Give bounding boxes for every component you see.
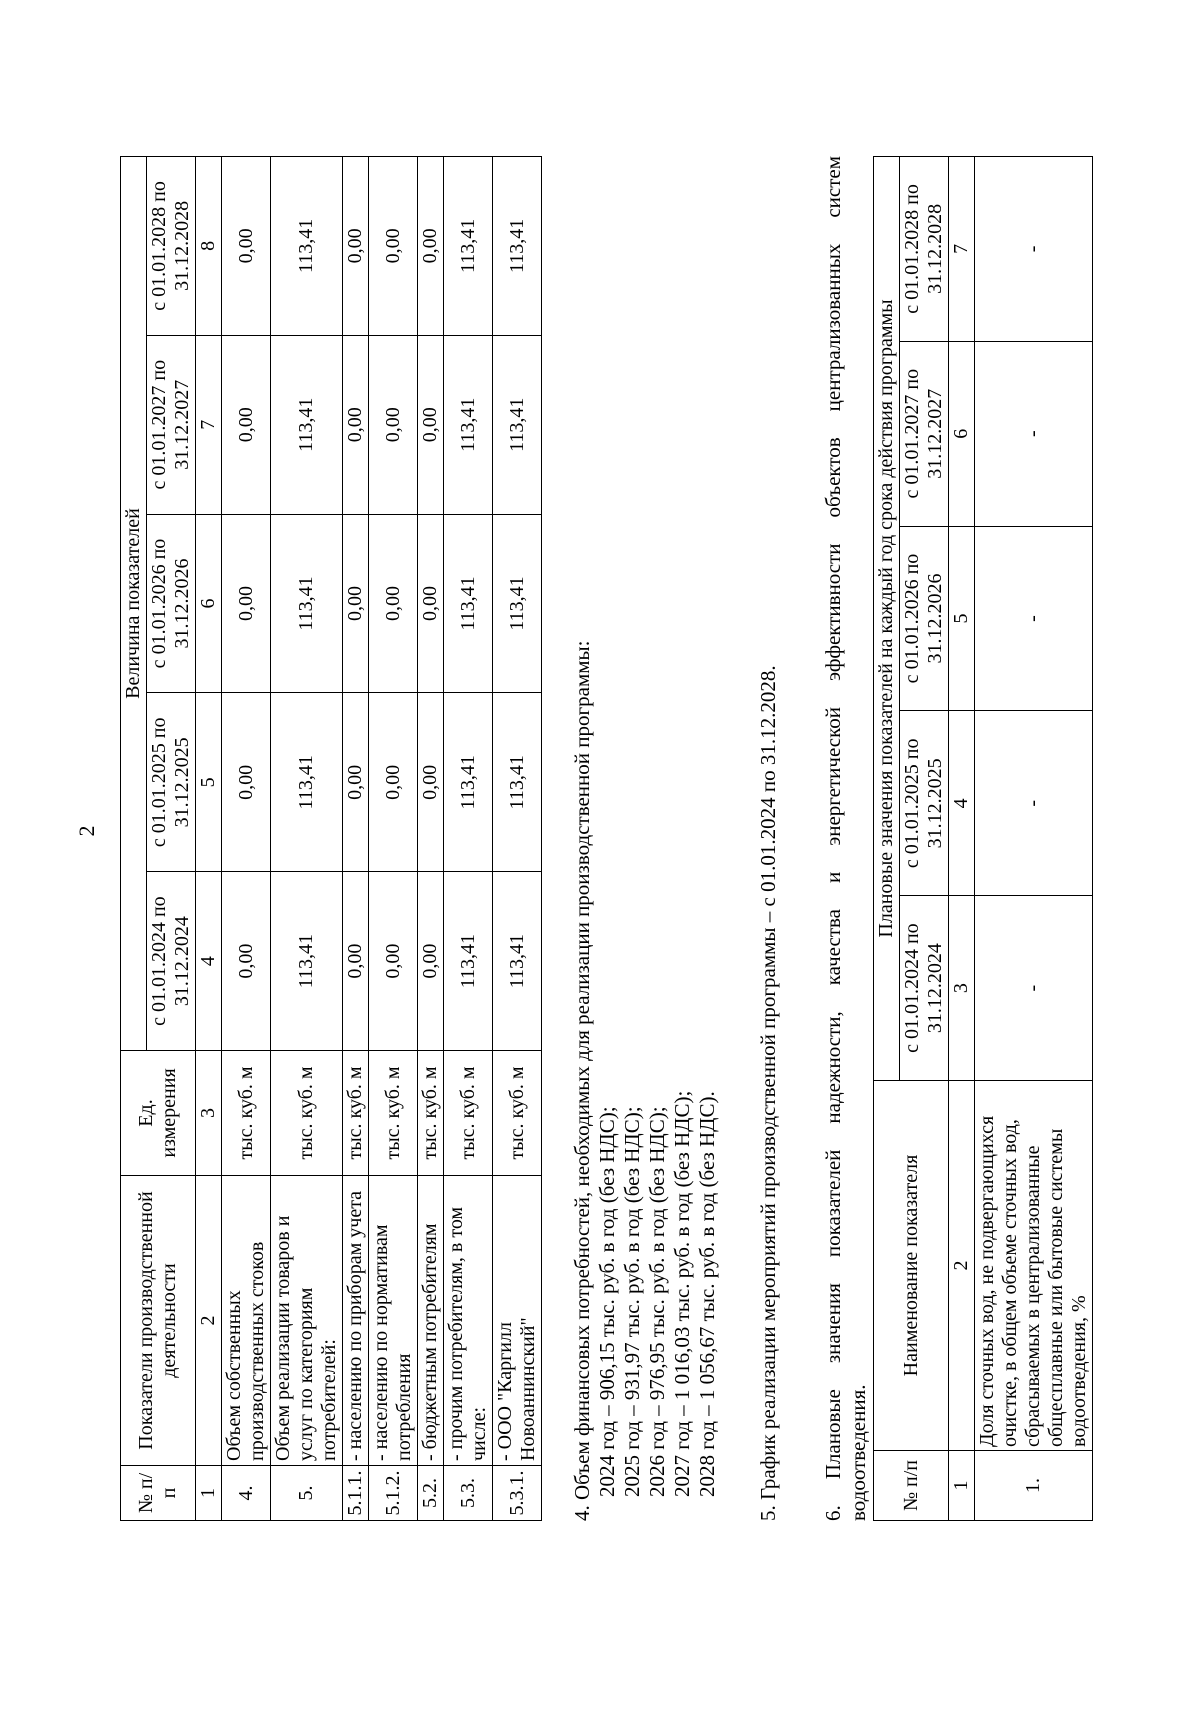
row-unit: тыс. куб. м (343, 1051, 369, 1176)
row-value: 0,00 (222, 514, 271, 693)
row-value: 113,41 (271, 872, 343, 1051)
row-unit: тыс. куб. м (369, 1051, 418, 1176)
table-row (343, 157, 369, 1521)
row-name: Доля сточных вод, не подвергающихся очистке, в общем объеме сточных вод, сбрасываемых в централизованные общесплавные или бытовые системы водоотведения, % (975, 1081, 1093, 1451)
row-value: - (975, 711, 1093, 896)
row-value: 113,41 (271, 157, 343, 336)
row-value: 0,00 (369, 514, 418, 693)
row-name: - бюджетным потребителям (418, 1176, 444, 1466)
index-cell: 2 (196, 1176, 222, 1466)
header-period: с 01.01.2025 по 31.12.2025 (147, 693, 196, 872)
header-period: с 01.01.2024 по 31.12.2024 (900, 896, 949, 1081)
header-period: с 01.01.2026 по 31.12.2026 (147, 514, 196, 693)
header-period: с 01.01.2027 по 31.12.2027 (900, 341, 949, 526)
index-cell: 6 (196, 514, 222, 693)
row-value: 113,41 (493, 872, 542, 1051)
row-value: 113,41 (271, 693, 343, 872)
row-name: Объем реализации товаров и услуг по категориям потребителей: (271, 1176, 343, 1466)
row-value: 113,41 (444, 157, 493, 336)
row-value: 0,00 (343, 693, 369, 872)
section-4-title: 4. Объем финансовых потребностей, необходимых для реализации производственной программы: (570, 640, 594, 1521)
table-row (369, 157, 418, 1521)
row-num: 5.2. (418, 1466, 444, 1521)
reliability-indicators-table (873, 156, 1093, 1521)
row-value: 113,41 (444, 693, 493, 872)
index-cell: 5 (949, 526, 975, 711)
row-value: 113,41 (444, 872, 493, 1051)
page-content (120, 156, 1093, 1521)
row-value: 0,00 (369, 157, 418, 336)
table-header-row (874, 157, 900, 1521)
row-value: - (975, 526, 1093, 711)
row-value: 0,00 (343, 157, 369, 336)
section-5-schedule: 5. График реализации мероприятий производственной программы – с 01.01.2024 по 31.12.2028. (756, 665, 780, 1521)
index-cell: 3 (196, 1051, 222, 1176)
index-cell: 7 (949, 157, 975, 342)
row-name: Объем собственных производственных стоков (222, 1176, 271, 1466)
table-row (418, 157, 444, 1521)
row-value: 0,00 (369, 693, 418, 872)
table-row (493, 157, 542, 1521)
header-period: с 01.01.2026 по 31.12.2026 (900, 526, 949, 711)
row-value: 0,00 (369, 335, 418, 514)
section-6-title: 6. Плановые значения показателей надежности, качества и энергетической эффективности объектов централизованных систем водоотведения. (821, 156, 870, 1521)
row-value: 0,00 (343, 514, 369, 693)
header-values-group: Плановые значения показателей на каждый год срока действия программы (874, 157, 900, 1081)
table-row (975, 157, 1093, 1521)
row-value: 0,00 (222, 693, 271, 872)
index-cell: 6 (949, 341, 975, 526)
table-index-row (196, 157, 222, 1521)
list-item: 2026 год – 976,95 тыс. руб. в год (без НДС); (645, 1106, 669, 1497)
row-value: 113,41 (444, 335, 493, 514)
header-period: с 01.01.2024 по 31.12.2024 (147, 872, 196, 1051)
page-number: 2 (74, 825, 99, 837)
row-value: 0,00 (418, 335, 444, 514)
index-cell: 7 (196, 335, 222, 514)
row-value: 113,41 (444, 514, 493, 693)
header-period: с 01.01.2027 по 31.12.2027 (147, 335, 196, 514)
header-unit: Ед. измерения (121, 1051, 196, 1176)
row-unit: тыс. куб. м (444, 1051, 493, 1176)
row-value: 0,00 (343, 872, 369, 1051)
row-value: 113,41 (493, 693, 542, 872)
row-value: - (975, 341, 1093, 526)
header-period: с 01.01.2028 по 31.12.2028 (147, 157, 196, 336)
row-unit: тыс. куб. м (418, 1051, 444, 1176)
row-num: 5. (271, 1466, 343, 1521)
index-cell: 1 (196, 1466, 222, 1521)
row-value: 0,00 (418, 157, 444, 336)
row-num: 1. (975, 1451, 1093, 1521)
header-values-group: Величина показателей (121, 157, 147, 1051)
index-cell: 5 (196, 693, 222, 872)
row-value: 0,00 (369, 872, 418, 1051)
index-cell: 2 (949, 1081, 975, 1451)
row-value: 0,00 (343, 335, 369, 514)
row-value: 113,41 (493, 335, 542, 514)
index-cell: 8 (196, 157, 222, 336)
row-value: 0,00 (418, 514, 444, 693)
section-4-financial-needs (570, 156, 720, 1521)
list-item: 2024 год – 906,15 тыс. руб. в год (без НДС); (595, 1106, 619, 1497)
row-name: - населению по нормативам потребления (369, 1176, 418, 1466)
row-value: 113,41 (271, 514, 343, 693)
row-value: 0,00 (222, 335, 271, 514)
header-name: Наименование показателя (874, 1081, 949, 1451)
row-value: 0,00 (418, 872, 444, 1051)
header-num: № п/п (874, 1451, 949, 1521)
list-item: 2028 год – 1 056,67 тыс. руб. в год (без НДС). (695, 1091, 719, 1497)
header-period: с 01.01.2025 по 31.12.2025 (900, 711, 949, 896)
header-num: № п/п (121, 1466, 196, 1521)
row-num: 5.1.1. (343, 1466, 369, 1521)
row-value: 0,00 (418, 693, 444, 872)
row-value: - (975, 157, 1093, 342)
header-indicator: Показатели производственной деятельности (121, 1176, 196, 1466)
financial-lines-list (595, 156, 720, 1521)
table-row (444, 157, 493, 1521)
index-cell: 4 (949, 711, 975, 896)
row-num: 5.3. (444, 1466, 493, 1521)
row-value: 0,00 (222, 872, 271, 1051)
row-name: - ООО "Каргилл Новоаннинский" (493, 1176, 542, 1466)
list-item: 2027 год – 1 016,03 тыс. руб. в год (без НДС); (670, 1090, 694, 1497)
header-period: с 01.01.2028 по 31.12.2028 (900, 157, 949, 342)
row-value: 0,00 (222, 157, 271, 336)
list-item: 2025 год – 931,97 тыс. руб. в год (без НДС); (620, 1106, 644, 1497)
row-num: 5.1.2. (369, 1466, 418, 1521)
row-value: - (975, 896, 1093, 1081)
index-cell: 3 (949, 896, 975, 1081)
row-value: 113,41 (493, 157, 542, 336)
row-unit: тыс. куб. м (222, 1051, 271, 1176)
row-name: - населению по приборам учета (343, 1176, 369, 1466)
table-row (222, 157, 271, 1521)
table-header-row (121, 157, 147, 1521)
index-cell: 4 (196, 872, 222, 1051)
row-value: 113,41 (271, 335, 343, 514)
row-unit: тыс. куб. м (271, 1051, 343, 1176)
index-cell: 1 (949, 1451, 975, 1521)
row-unit: тыс. куб. м (493, 1051, 542, 1176)
production-indicators-table (120, 156, 542, 1521)
table-index-row (949, 157, 975, 1521)
row-name: - прочим потребителям, в том числе: (444, 1176, 493, 1466)
row-num: 5.3.1. (493, 1466, 542, 1521)
row-value: 113,41 (493, 514, 542, 693)
row-num: 4. (222, 1466, 271, 1521)
table-row (271, 157, 343, 1521)
